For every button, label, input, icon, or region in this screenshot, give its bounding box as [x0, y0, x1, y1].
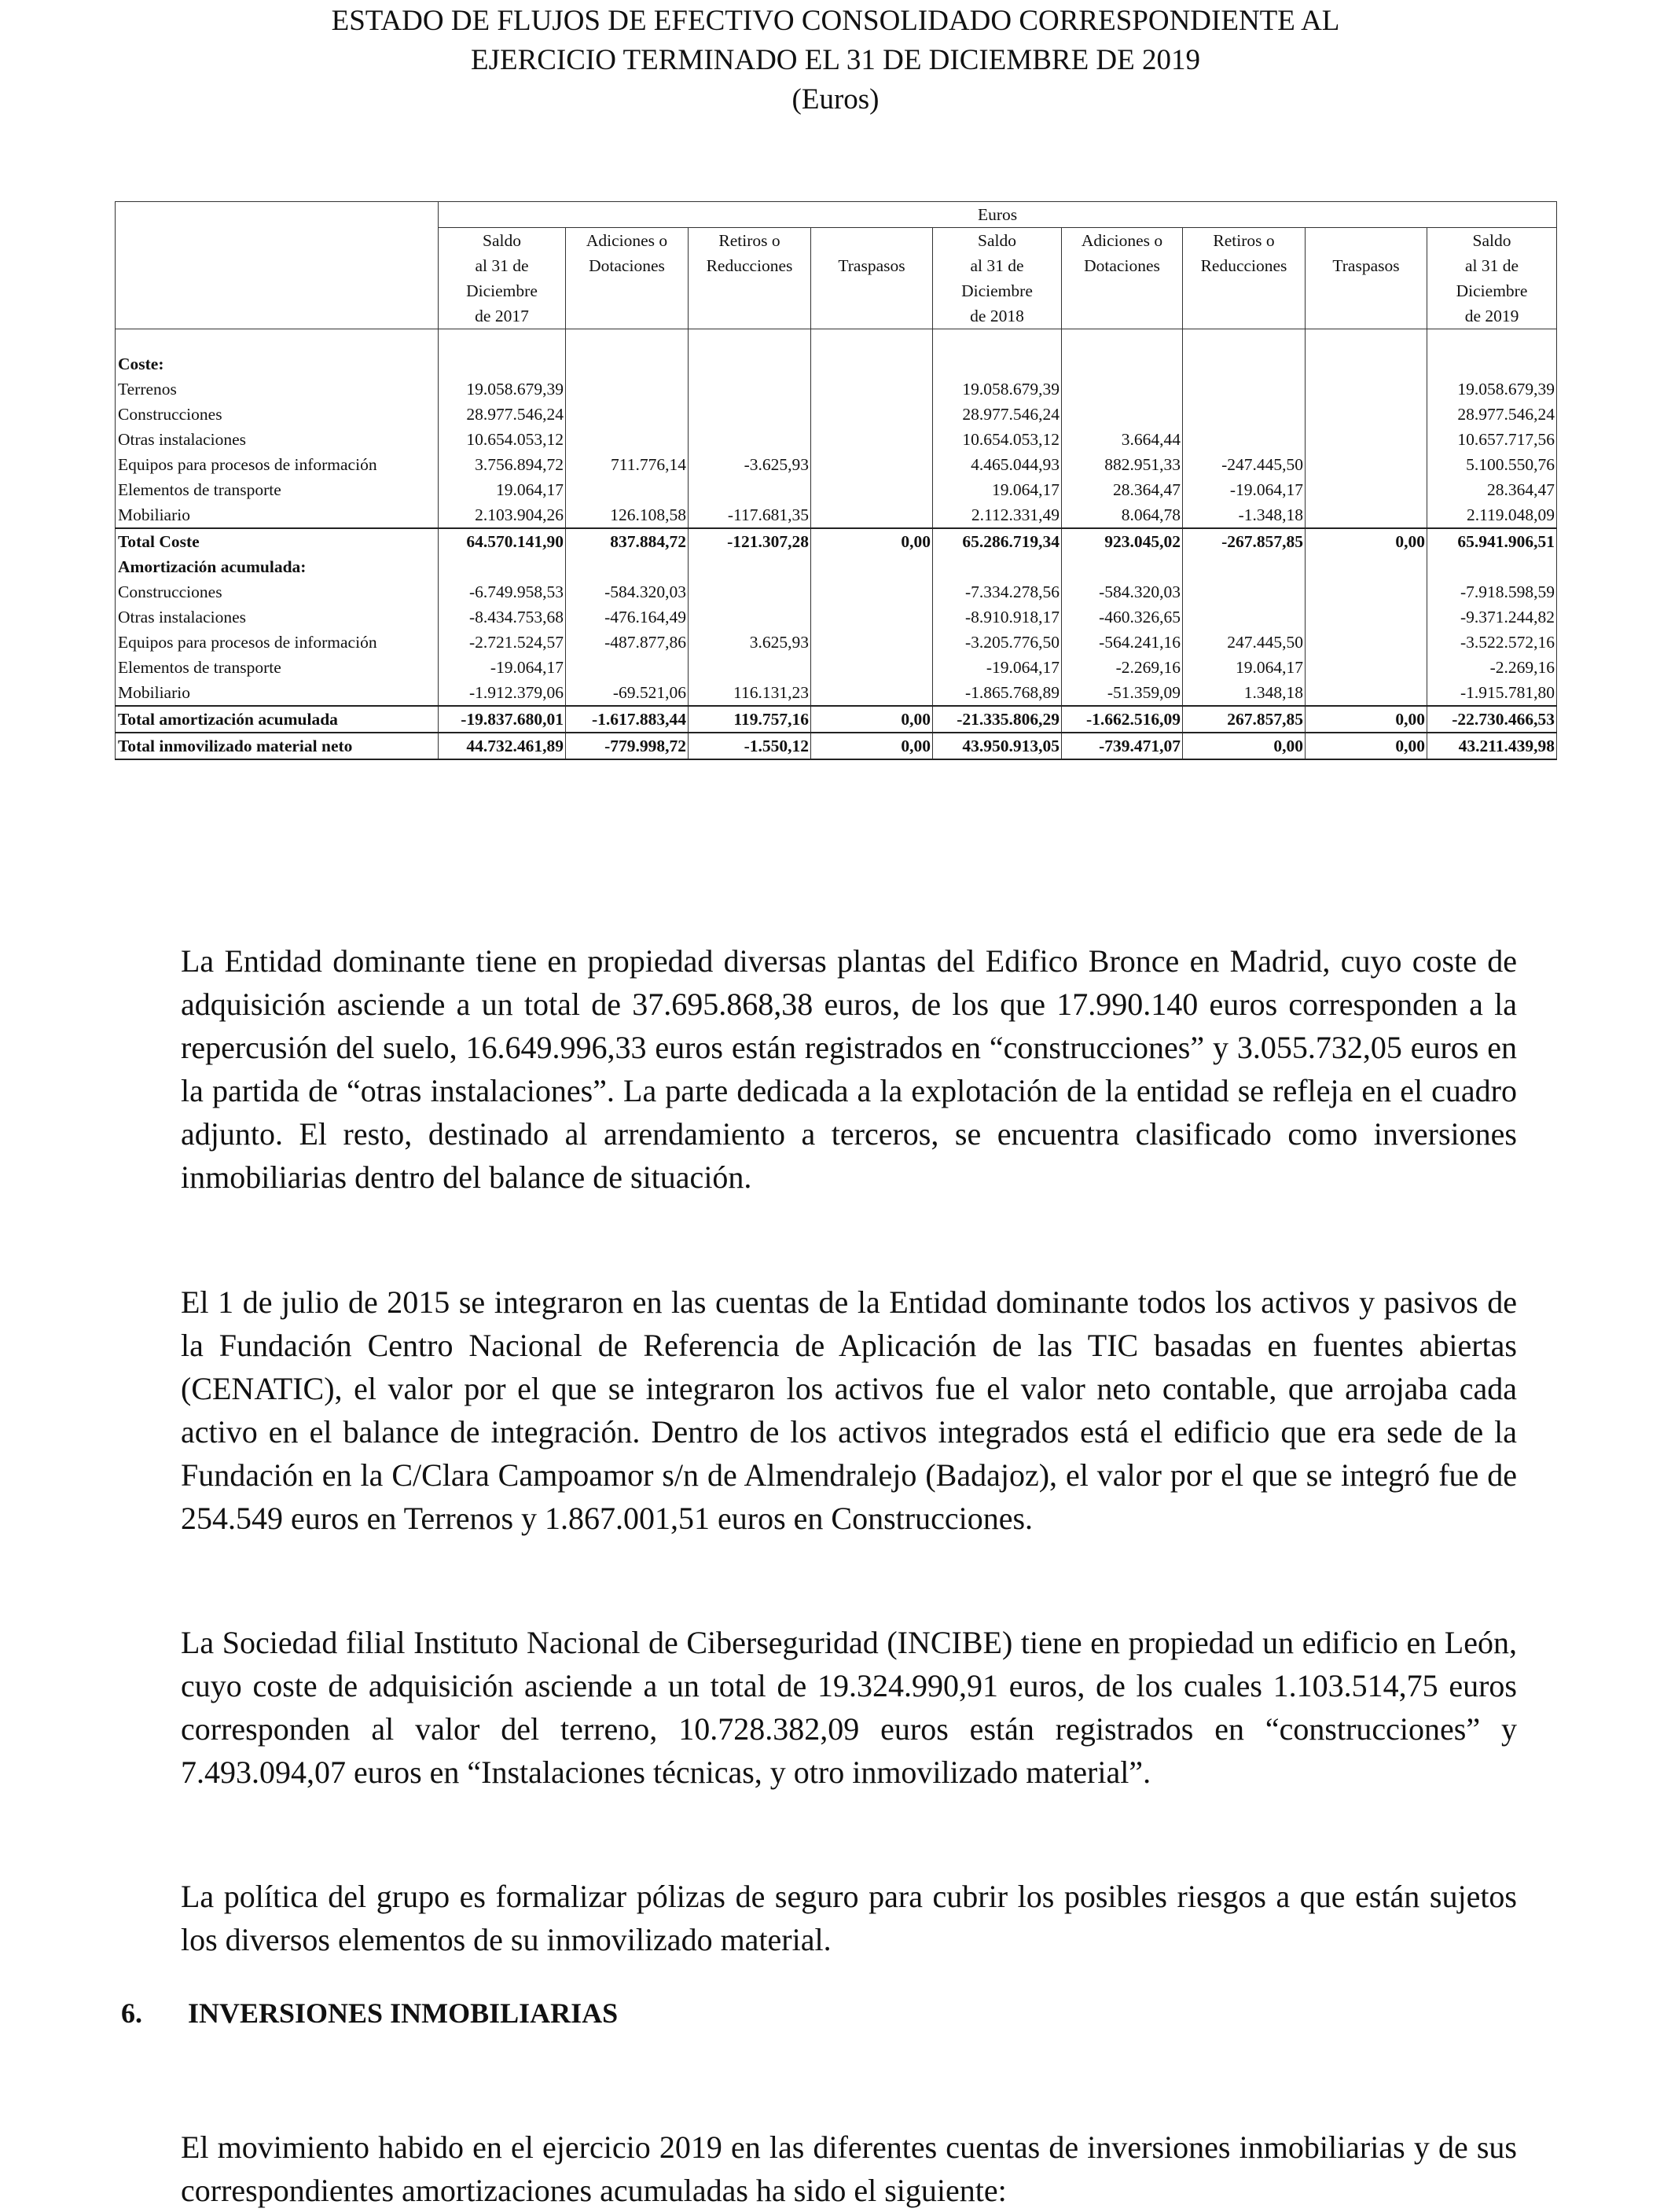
column-header: Diciembre	[1427, 278, 1557, 303]
table-cell	[933, 329, 1062, 351]
table-cell: 19.064,17	[1183, 655, 1306, 680]
table-cell: 116.131,23	[689, 680, 811, 706]
table-cell: 28.977.546,24	[933, 402, 1062, 427]
table-cell: -1.662.516,09	[1062, 706, 1183, 733]
row-label: Equipos para procesos de información	[116, 452, 439, 477]
table-cell	[933, 351, 1062, 377]
row-label: Coste:	[116, 351, 439, 377]
column-header: de 2017	[439, 303, 566, 329]
column-header	[1306, 303, 1427, 329]
table-cell	[566, 477, 689, 502]
row-label: Amortización acumulada:	[116, 554, 439, 579]
table-cell	[689, 655, 811, 680]
header-label-cell	[116, 303, 439, 329]
header-label-cell	[116, 278, 439, 303]
table-cell: 28.364,47	[1062, 477, 1183, 502]
table-cell: -117.681,35	[689, 502, 811, 528]
table-cell	[439, 554, 566, 579]
table-row	[116, 477, 1557, 502]
section-title: INVERSIONES INMOBILIARIAS	[188, 1997, 619, 2029]
table-cell: 4.465.044,93	[933, 452, 1062, 477]
column-header	[1062, 278, 1183, 303]
table-cell	[1306, 655, 1427, 680]
paragraph-2: El 1 de julio de 2015 se integraron en las cuentas de la Entidad dominante todos los activos y pasivos de la Fundación Centro Nacional de Referencia de Aplicación de las TIC basadas en fuentes abiertas (CENATIC), el valor por el que se integraron los activos fue el valor neto contable, que arrojaba cada activo en el balance de integración. Dentro de los activos integrados está el edificio que era sede de la Fundación en la C/Clara Campoamor s/n de Almendralejo (Badajoz), el valor por el que se integró fue de 254.549 euros en Terrenos y 1.867.001,51 euros en Construcciones.	[181, 1284, 1517, 1536]
title-line-2: EJERCICIO TERMINADO EL 31 DE DICIEMBRE DE 2019	[470, 44, 1201, 76]
table-cell: 882.951,33	[1062, 452, 1183, 477]
table-cell: -51.359,09	[1062, 680, 1183, 706]
table-cell: -779.998,72	[566, 733, 689, 759]
paragraph-1: La Entidad dominante tiene en propiedad diversas plantas del Edifico Bronce en Madrid, cuyo coste de adquisición asciende a un total de 37.695.868,38 euros, de los que 17.990.140 euros corresponden a la repercusión del suelo, 16.649.996,33 euros están registrados en “construcciones” y 3.055.732,05 euros en la partida de “otras instalaciones”. La parte dedicada a la explotación de la entidad se refleja en el cuadro adjunto. El resto, destinado al arrendamiento a terceros, se encuentra clasificado como inversiones inmobiliarias dentro del balance de situación.	[181, 943, 1517, 1195]
column-header: Saldo	[1427, 228, 1557, 254]
table-cell: 0,00	[1306, 706, 1427, 733]
table-cell	[1062, 554, 1183, 579]
table-cell	[811, 452, 933, 477]
table-cell: -3.522.572,16	[1427, 630, 1557, 655]
table-cell: -1.550,12	[689, 733, 811, 759]
table-cell	[1306, 579, 1427, 604]
column-header: Reducciones	[1183, 253, 1306, 278]
table-cell	[1306, 377, 1427, 402]
row-label: Construcciones	[116, 579, 439, 604]
paragraph-3: La Sociedad filial Instituto Nacional de Ciberseguridad (INCIBE) tiene en propiedad un edificio en León, cuyo coste de adquisición asciende a un total de 19.324.990,91 euros, de los cuales 1.103.514,75 euros corresponden al valor del terreno, 10.728.382,09 euros están registrados en “construcciones” y 7.493.094,07 euros en “Instalaciones técnicas, y otro inmovilizado material”.	[181, 1625, 1517, 1790]
table-cell: 8.064,78	[1062, 502, 1183, 528]
column-header	[811, 303, 933, 329]
row-label: Terrenos	[116, 377, 439, 402]
column-header	[811, 278, 933, 303]
column-header: Dotaciones	[1062, 253, 1183, 278]
row-label	[116, 329, 439, 351]
table-cell: -247.445,50	[1183, 452, 1306, 477]
table-cell: 19.058.679,39	[1427, 377, 1557, 402]
table-cell: 28.977.546,24	[1427, 402, 1557, 427]
table-header-row	[116, 202, 1557, 228]
table-cell	[811, 655, 933, 680]
table-cell	[811, 329, 933, 351]
column-header: Traspasos	[1306, 253, 1427, 278]
section-heading	[121, 1997, 618, 2030]
table-cell	[1183, 377, 1306, 402]
table-header-row	[116, 228, 1557, 254]
table-cell: -1.912.379,06	[439, 680, 566, 706]
column-header: al 31 de	[1427, 253, 1557, 278]
table-cell: 267.857,85	[1183, 706, 1306, 733]
table-header-row	[116, 303, 1557, 329]
table-row	[116, 680, 1557, 706]
table-cell	[689, 377, 811, 402]
row-label: Mobiliario	[116, 680, 439, 706]
page-title	[0, 0, 1671, 119]
table-cell	[1062, 402, 1183, 427]
table-cell	[1306, 329, 1427, 351]
table-cell: -19.837.680,01	[439, 706, 566, 733]
table-cell	[1427, 351, 1557, 377]
table-cell	[1427, 554, 1557, 579]
table-cell: -9.371.244,82	[1427, 604, 1557, 630]
table-cell: 19.064,17	[933, 477, 1062, 502]
row-label: Elementos de transporte	[116, 477, 439, 502]
table-cell	[439, 329, 566, 351]
table-cell: 2.112.331,49	[933, 502, 1062, 528]
table-cell: 10.654.053,12	[933, 427, 1062, 452]
table-cell	[689, 427, 811, 452]
table-row	[116, 427, 1557, 452]
table-cell	[566, 427, 689, 452]
table-cell: 43.950.913,05	[933, 733, 1062, 759]
table-cell	[1306, 427, 1427, 452]
table-cell: 3.664,44	[1062, 427, 1183, 452]
table-cell: -584.320,03	[1062, 579, 1183, 604]
table-cell	[439, 351, 566, 377]
table-cell	[1306, 604, 1427, 630]
table-cell: -7.918.598,59	[1427, 579, 1557, 604]
table-cell	[1427, 329, 1557, 351]
table-cell	[566, 351, 689, 377]
column-header	[811, 228, 933, 254]
table-row	[116, 402, 1557, 427]
table-cell	[811, 630, 933, 655]
table-cell	[1306, 402, 1427, 427]
table-cell: 0,00	[1306, 733, 1427, 759]
table-cell	[1183, 329, 1306, 351]
table-cell	[811, 402, 933, 427]
table-header-row	[116, 278, 1557, 303]
table-cell: -267.857,85	[1183, 528, 1306, 554]
table-cell: 2.103.904,26	[439, 502, 566, 528]
table-cell: -739.471,07	[1062, 733, 1183, 759]
column-header: Diciembre	[933, 278, 1062, 303]
column-header: Traspasos	[811, 253, 933, 278]
table-cell: -2.721.524,57	[439, 630, 566, 655]
table-cell	[689, 329, 811, 351]
table-cell: -121.307,28	[689, 528, 811, 554]
table-cell	[811, 477, 933, 502]
table-cell	[566, 554, 689, 579]
table-cell: -19.064,17	[439, 655, 566, 680]
table-cell: 119.757,16	[689, 706, 811, 733]
table-cell: -6.749.958,53	[439, 579, 566, 604]
table-cell: 0,00	[811, 528, 933, 554]
table-cell	[566, 402, 689, 427]
paragraph-4: La política del grupo es formalizar pólizas de seguro para cubrir los posibles riesgos a que están sujetos los diversos elementos de su inmovilizado material.	[181, 1879, 1517, 1957]
table-cell: -487.877,86	[566, 630, 689, 655]
table-cell	[1183, 604, 1306, 630]
table-row	[116, 733, 1557, 759]
table-cell: -460.326,65	[1062, 604, 1183, 630]
table-cell	[689, 579, 811, 604]
table-cell	[1062, 377, 1183, 402]
table-cell	[1306, 452, 1427, 477]
table-cell: -7.334.278,56	[933, 579, 1062, 604]
table-cell: -8.910.918,17	[933, 604, 1062, 630]
table-cell	[1306, 554, 1427, 579]
table-cell: 1.348,18	[1183, 680, 1306, 706]
table-cell: -3.205.776,50	[933, 630, 1062, 655]
column-header	[1062, 303, 1183, 329]
table-cell: 711.776,14	[566, 452, 689, 477]
table-row	[116, 329, 1557, 351]
table-cell: -1.348,18	[1183, 502, 1306, 528]
column-header: Retiros o	[689, 228, 811, 254]
table-cell: -19.064,17	[1183, 477, 1306, 502]
column-header: de 2018	[933, 303, 1062, 329]
row-label: Construcciones	[116, 402, 439, 427]
table-cell	[811, 680, 933, 706]
table-cell: 28.977.546,24	[439, 402, 566, 427]
table-cell: 64.570.141,90	[439, 528, 566, 554]
row-label: Total Coste	[116, 528, 439, 554]
table-cell	[1183, 427, 1306, 452]
table-row	[116, 528, 1557, 554]
table-row	[116, 452, 1557, 477]
section-number: 6.	[121, 1997, 142, 2029]
column-header	[566, 303, 689, 329]
table-cell: 3.625,93	[689, 630, 811, 655]
table-row	[116, 377, 1557, 402]
table-cell: 0,00	[1183, 733, 1306, 759]
header-label-cell	[116, 202, 439, 228]
table-cell: 19.058.679,39	[439, 377, 566, 402]
column-header	[1183, 303, 1306, 329]
currency-header: Euros	[439, 202, 1557, 228]
table-cell	[689, 402, 811, 427]
table-cell: 44.732.461,89	[439, 733, 566, 759]
column-header: al 31 de	[439, 253, 566, 278]
table-cell	[566, 329, 689, 351]
table-cell	[811, 427, 933, 452]
table-cell: 19.064,17	[439, 477, 566, 502]
table-cell	[689, 351, 811, 377]
column-header: Dotaciones	[566, 253, 689, 278]
table-cell	[1183, 579, 1306, 604]
table-cell: 923.045,02	[1062, 528, 1183, 554]
table-cell: -2.269,16	[1062, 655, 1183, 680]
closing-paragraph: El movimiento habido en el ejercicio 2019 en las diferentes cuentas de inversiones inmobiliarias y de sus correspondientes amortizaciones acumuladas ha sido el siguiente:	[181, 2129, 1517, 2208]
row-label: Elementos de transporte	[116, 655, 439, 680]
table-cell	[1062, 351, 1183, 377]
table-cell: -564.241,16	[1062, 630, 1183, 655]
table-cell	[1183, 402, 1306, 427]
table-cell	[1306, 351, 1427, 377]
column-header: Retiros o	[1183, 228, 1306, 254]
column-header: al 31 de	[933, 253, 1062, 278]
column-header	[689, 303, 811, 329]
table-cell	[811, 554, 933, 579]
table-cell: 0,00	[811, 733, 933, 759]
column-header: de 2019	[1427, 303, 1557, 329]
table-cell: -8.434.753,68	[439, 604, 566, 630]
column-header: Adiciones o	[1062, 228, 1183, 254]
fixed-assets-table	[115, 201, 1557, 760]
header-label-cell	[116, 228, 439, 254]
row-label: Otras instalaciones	[116, 604, 439, 630]
table-cell: 0,00	[811, 706, 933, 733]
column-header	[689, 278, 811, 303]
column-header	[1306, 228, 1427, 254]
table-cell	[689, 604, 811, 630]
table-cell: -1.617.883,44	[566, 706, 689, 733]
table-cell	[933, 554, 1062, 579]
table-cell: -21.335.806,29	[933, 706, 1062, 733]
table-cell	[811, 604, 933, 630]
table-row	[116, 604, 1557, 630]
row-label: Total inmovilizado material neto	[116, 733, 439, 759]
table-cell: -1.865.768,89	[933, 680, 1062, 706]
table-cell: 837.884,72	[566, 528, 689, 554]
column-header: Adiciones o	[566, 228, 689, 254]
table-cell: 43.211.439,98	[1427, 733, 1557, 759]
table-cell	[811, 579, 933, 604]
table-cell: 65.941.906,51	[1427, 528, 1557, 554]
column-header: Saldo	[933, 228, 1062, 254]
table-cell: -22.730.466,53	[1427, 706, 1557, 733]
table-cell: 247.445,50	[1183, 630, 1306, 655]
column-header	[1306, 278, 1427, 303]
table-cell	[1183, 554, 1306, 579]
column-header: Saldo	[439, 228, 566, 254]
table-cell: 28.364,47	[1427, 477, 1557, 502]
title-line-1: ESTADO DE FLUJOS DE EFECTIVO CONSOLIDADO CORRESPONDIENTE AL	[331, 5, 1340, 37]
table-cell: 3.756.894,72	[439, 452, 566, 477]
table-cell	[811, 351, 933, 377]
table-cell: 19.058.679,39	[933, 377, 1062, 402]
table-row	[116, 630, 1557, 655]
table-cell	[1306, 477, 1427, 502]
table-cell: -1.915.781,80	[1427, 680, 1557, 706]
row-label: Mobiliario	[116, 502, 439, 528]
column-header	[1183, 278, 1306, 303]
column-header: Diciembre	[439, 278, 566, 303]
table-cell	[811, 502, 933, 528]
table-cell	[1306, 502, 1427, 528]
table-cell	[566, 377, 689, 402]
table-cell: 126.108,58	[566, 502, 689, 528]
table-cell	[1306, 680, 1427, 706]
table-cell: -476.164,49	[566, 604, 689, 630]
row-label: Total amortización acumulada	[116, 706, 439, 733]
row-label: Otras instalaciones	[116, 427, 439, 452]
table-cell	[1306, 630, 1427, 655]
header-label-cell	[116, 253, 439, 278]
table-cell: 10.657.717,56	[1427, 427, 1557, 452]
table-cell: 0,00	[1306, 528, 1427, 554]
row-label: Equipos para procesos de información	[116, 630, 439, 655]
table-cell: -69.521,06	[566, 680, 689, 706]
table-cell	[811, 377, 933, 402]
table-row	[116, 502, 1557, 528]
table-row	[116, 706, 1557, 733]
table-cell: 10.654.053,12	[439, 427, 566, 452]
table-row	[116, 351, 1557, 377]
table-cell	[689, 477, 811, 502]
title-line-3: (Euros)	[791, 83, 880, 116]
column-header	[566, 278, 689, 303]
table-cell: -19.064,17	[933, 655, 1062, 680]
table-cell: -3.625,93	[689, 452, 811, 477]
table-row	[116, 554, 1557, 579]
table-header-row	[116, 253, 1557, 278]
table-row	[116, 579, 1557, 604]
table-cell	[1183, 351, 1306, 377]
table-cell	[1062, 329, 1183, 351]
column-header: Reducciones	[689, 253, 811, 278]
table-row	[116, 655, 1557, 680]
table-cell	[689, 554, 811, 579]
table-cell: -2.269,16	[1427, 655, 1557, 680]
table-cell: -584.320,03	[566, 579, 689, 604]
table-cell	[566, 655, 689, 680]
table-cell: 2.119.048,09	[1427, 502, 1557, 528]
table-cell: 5.100.550,76	[1427, 452, 1557, 477]
table-cell: 65.286.719,34	[933, 528, 1062, 554]
